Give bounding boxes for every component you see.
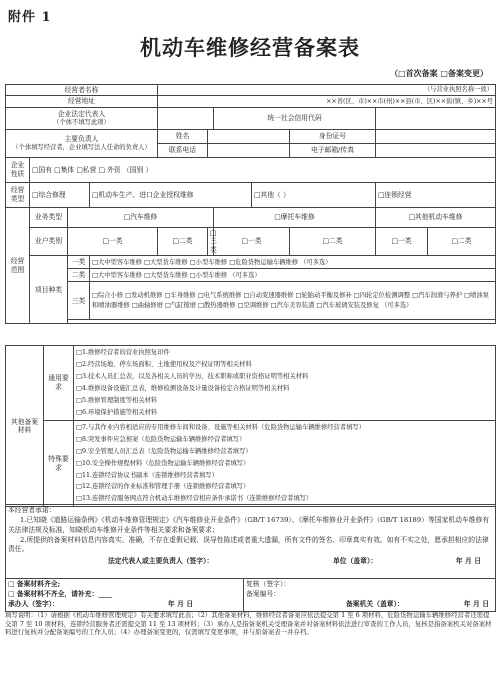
other-class-2[interactable]: □二类 xyxy=(428,227,496,255)
legal-rep-label-text: 企业法定代表人 xyxy=(57,110,106,119)
material-item[interactable]: □7.与其作业内容相适应的专用维修车间和设备、设施等相关材料（危险货物运输车辆维修经营者填写） xyxy=(76,423,366,431)
materials-label: 其他备案材料 xyxy=(6,346,44,507)
commitment-intro: 本经营者承诺： xyxy=(8,506,56,514)
class1-items[interactable]: □大中型客车维修 □大型货车维修 □小型车维修 □危险货物运输车辆维修 （可多选） xyxy=(90,256,496,269)
filing-number-label[interactable]: 备案编号： xyxy=(246,589,280,598)
email-label: 电子邮箱/传真 xyxy=(290,143,376,157)
business-type-motorcycle[interactable]: □摩托车维修 xyxy=(214,207,376,227)
commitment-p2: 2.所提供的备案材料信息内容真实、准确，不存在虚假记载、误导性陈述或者重大遗漏，所有文件的签名、印章真实有效。如有不实之处，愿承担相应的法律责任。 xyxy=(8,535,489,554)
car-class-3[interactable]: □三类 xyxy=(208,227,214,255)
category-label: 业户类别 xyxy=(30,227,68,255)
class2-items[interactable]: □大中型客车维修 □大型货车维修 □小型车维修 （可多选） xyxy=(90,269,496,282)
project-label: 项目种类 xyxy=(30,256,68,324)
receiver-date: 年 月 日 xyxy=(168,599,194,608)
unit-stamp-label[interactable]: 单位（盖章）： xyxy=(333,557,378,566)
legal-rep-sub: （个体不填写此项） xyxy=(53,118,110,126)
authority-stamp-label[interactable]: 备案机关（盖章）： xyxy=(346,599,404,608)
special-label: 特殊要求 xyxy=(44,420,74,507)
material-item[interactable]: □1.维修经营者的营业执照复印件 xyxy=(76,349,170,356)
business-type-label: 业务类型 xyxy=(30,207,68,227)
moto-class-2[interactable]: □二类 xyxy=(290,227,376,255)
address-value: ××省(区、市)××市(州)××县(市、区)××街(镇、乡)××号 xyxy=(326,97,494,105)
op-type-other[interactable]: □其他（ ） xyxy=(252,182,376,207)
principal-sub: （个体填写经营者，企业填写法人任命的负责人） xyxy=(12,143,151,151)
special-items xyxy=(74,420,496,507)
material-item[interactable]: □6.环境保护措施等相关材料 xyxy=(76,408,158,416)
op-type-chain[interactable]: □连锁经营 xyxy=(376,182,496,207)
material-item[interactable]: □4.维修设备设施汇总表，维修检测设备及计量设备检定合格证明等相关材料 xyxy=(76,384,290,392)
nature-label: 企业性质 xyxy=(6,157,30,182)
operator-name-hint: （与营业执照名称一致） xyxy=(423,86,494,94)
form-title: 机动车维修经营备案表 xyxy=(140,36,360,60)
materials-table xyxy=(5,345,496,507)
nature-options[interactable]: □国有 □集体 □私营 □ 外资 （国别 ） xyxy=(30,157,496,182)
moto-class-1[interactable]: □一类 xyxy=(214,227,290,255)
authority-date: 年 月 日 xyxy=(463,599,489,608)
filling-instructions: 填写说明：（1）请根据《机动车维修管理规定》有关要求填写此表；（2）其他备案材料，维修经营者备案应依法提交第 1 至 6 项材料，危险货物运输车辆维修经营者还需提交第 7 至 10 项材料，连锁经营服务者还需提交第 11 至 13 项材料；（3）承办人是指备案机关受理备案并对备案材料依法进行审查的工作人员，复核是指备案机关对备案材料进行复核并分配备案编号的工作人员；（4）办理备案变更的，仅需填写变更事项，并与原备案表一并存档。 xyxy=(5,611,492,637)
material-item[interactable]: □3.技术人员汇总表，以及各相关人员的学历、技术职称或职业资格证明等相关材料 xyxy=(76,372,309,380)
class2-label: 二类 xyxy=(68,269,90,282)
annex-label: 附件 1 xyxy=(8,10,52,25)
legal-rep-label xyxy=(6,107,158,129)
general-items xyxy=(74,346,496,421)
basic-info-table xyxy=(5,84,496,324)
credit-code-field[interactable] xyxy=(376,107,496,129)
signature-row xyxy=(8,557,493,569)
legal-sign-label[interactable]: 法定代表人或主要负责人（签字）： xyxy=(108,557,214,566)
phone-field[interactable] xyxy=(208,143,290,157)
address-label: 经营地址 xyxy=(6,96,158,107)
material-item[interactable]: □12.连锁经营的作业标准和管理手册（连锁维修经营者填写） xyxy=(76,483,250,491)
principal-label-text: 主要负责人 xyxy=(64,135,99,144)
car-class-2[interactable]: □二类 xyxy=(158,227,208,255)
op-type-label: 经营类型 xyxy=(6,182,30,207)
commitment-table xyxy=(5,504,496,612)
material-item[interactable]: □13.连锁经营服务网点符合机动车维修经营相应条件承诺书（连锁维修经营者填写） xyxy=(76,495,313,503)
receipt-block xyxy=(6,579,244,612)
phone-label: 联系电话 xyxy=(158,143,208,157)
email-field[interactable] xyxy=(376,143,496,157)
authority-block xyxy=(244,579,496,612)
id-field[interactable] xyxy=(376,129,496,143)
material-item[interactable]: □11.连锁经营协议书副本（连锁维修经营者填写） xyxy=(76,471,218,479)
name-field[interactable] xyxy=(208,129,290,143)
material-item[interactable]: □10.安全操作规程材料（危险货物运输车辆维修经营者填写） xyxy=(76,459,250,467)
filing-type-checkboxes[interactable]: （□首次备案 □备案变更） xyxy=(390,68,488,78)
operator-name-field[interactable] xyxy=(158,85,496,96)
op-type-authorized[interactable]: □机动车生产、进口企业授权维修 xyxy=(90,182,252,207)
legal-rep-field[interactable] xyxy=(158,107,214,129)
address-field[interactable] xyxy=(158,96,496,107)
material-item[interactable]: □9.安全管理人员汇总表（危险货物运输车辆维修经营者填写） xyxy=(76,447,252,455)
receiver-sign-label[interactable]: 承办人（签字）： xyxy=(8,599,59,608)
class1-label: 一类 xyxy=(68,256,90,269)
material-item[interactable]: □8.突发事件应急预案（危险货物运输车辆维修经营者填写） xyxy=(76,435,246,443)
car-class-1[interactable]: □一类 xyxy=(68,227,158,255)
commitment-block xyxy=(6,505,496,579)
materials-incomplete-checkbox[interactable]: □ 备案材料不齐全，请补充：____ xyxy=(8,589,112,598)
principal-label xyxy=(6,129,158,157)
reviewer-sign-label[interactable]: 复核（签字）： xyxy=(246,580,291,588)
general-label: 通用要求 xyxy=(44,346,74,421)
name-label: 姓名 xyxy=(158,129,208,143)
commitment-p1: 1.已知晓《道路运输条例》《机动车维修管理规定》《汽车维修业开业条件》（GB/T 16739）、《摩托车维修业开业条件》（GB/T 18189）等国家机动车维修有关法律法规及标准，知晓机动车维修开业条件等相关要求和备案要求； xyxy=(8,515,490,534)
commitment-date: 年 月 日 xyxy=(455,557,481,566)
scope-label: 经营范围 xyxy=(6,207,30,323)
material-item[interactable]: □5.维修管理制度等相关材料 xyxy=(76,396,158,404)
other-class-1[interactable]: □一类 xyxy=(376,227,428,255)
operator-name-label: 经营者名称 xyxy=(6,85,158,96)
materials-complete-checkbox[interactable]: □ 备案材料齐全; xyxy=(8,580,61,588)
business-type-other[interactable]: □其他机动车维修 xyxy=(376,207,496,227)
id-label: 身份证号 xyxy=(290,129,376,143)
business-type-car[interactable]: □汽车维修 xyxy=(68,207,214,227)
op-type-comprehensive[interactable]: □综合修理 xyxy=(30,182,90,207)
credit-code-label: 统一社会信用代码 xyxy=(214,107,376,129)
class3-items[interactable]: □综合小修 □发动机维修 □车身维修 □电气系统维修 □自动变速器维修 □轮胎动平衡及修补 □四轮定位检测调整 □汽车润滑与养护 □喷油泵和喷油器维修 □曲轴修磨 □气缸镗磨 □散热器维修 □空调维修 □汽车美容装潢 □汽车玻璃安装及修复 （可多选） xyxy=(90,282,496,320)
material-item[interactable]: □2.经营场地、停车场面积、土地使用权及产权证明等相关材料 xyxy=(76,360,252,368)
scope-spacer xyxy=(68,320,496,324)
class3-label: 三类 xyxy=(68,282,90,320)
